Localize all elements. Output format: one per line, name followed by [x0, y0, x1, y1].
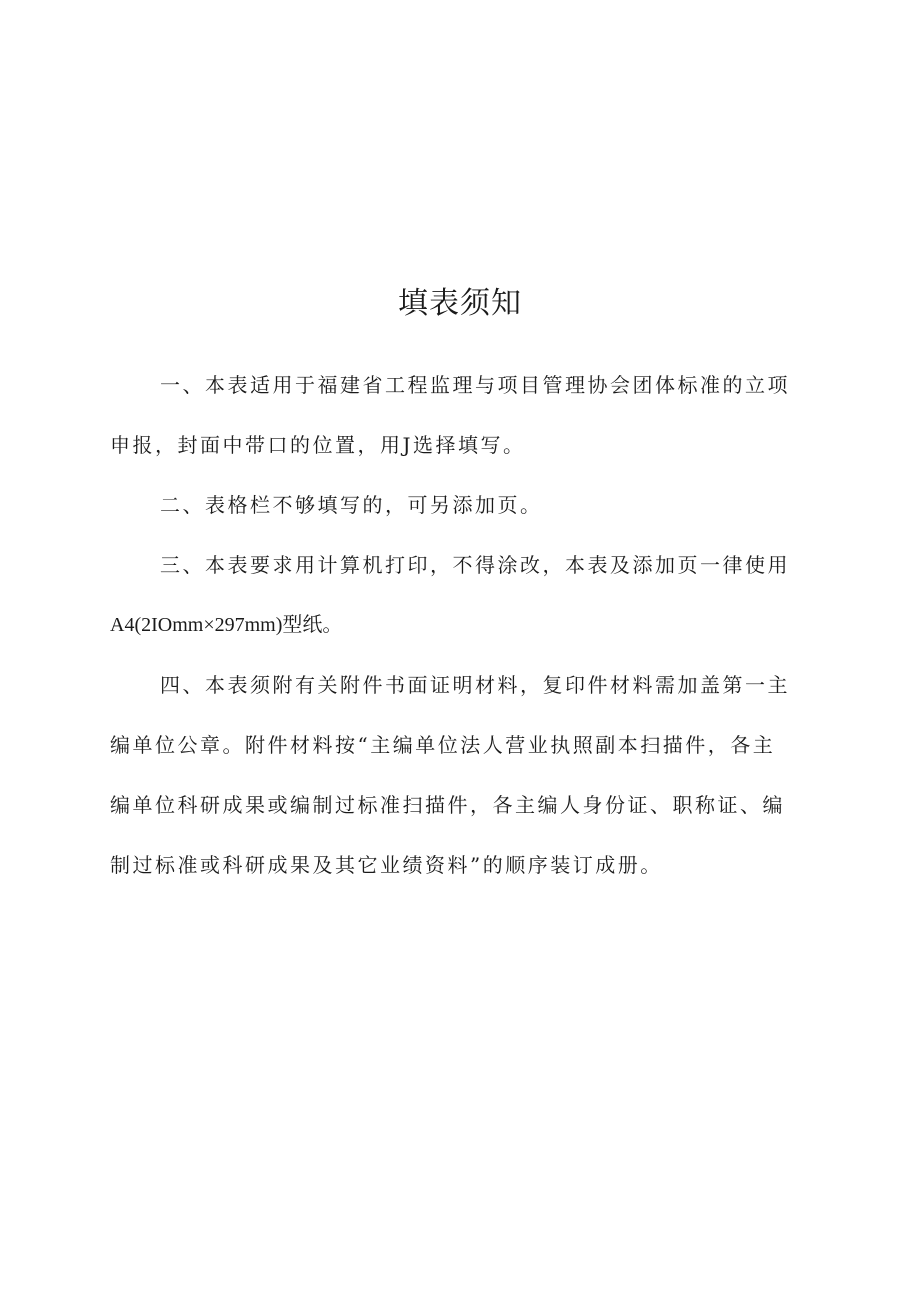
- paragraph-line: 编单位公章。附件材料按“主编单位法人营业执照副本扫描件，各主: [110, 733, 776, 757]
- paragraph-line: 编单位科研成果或编制过标准扫描件，各主编人身份证、职称证、编: [110, 793, 785, 817]
- instruction-paragraph-1: [110, 355, 810, 475]
- instruction-paragraph-3: [110, 535, 810, 655]
- paragraph-line: 一、本表适用于福建省工程监理与项目管理协会团体标准的立项: [160, 373, 790, 397]
- paragraph-line: 制过标准或科研成果及其它业绩资料”的顺序装订成册。: [110, 853, 663, 877]
- instruction-paragraph-4: [110, 655, 810, 895]
- page-title: 填表须知: [398, 286, 522, 321]
- paragraph-line: 二、表格栏不够填写的，可另添加页。: [160, 493, 543, 517]
- paragraph-line: 申报，封面中带口的位置，用J选择填写。: [110, 433, 526, 457]
- paragraph-line: 三、本表要求用计算机打印，不得涂改，本表及添加页一律使用: [160, 553, 790, 577]
- instruction-paragraph-2: [110, 475, 810, 535]
- paragraph-line: 四、本表须附有关附件书面证明材料，复印件材料需加盖第一主: [160, 673, 790, 697]
- paragraph-line: A4(2IOmm×297mm)型纸。: [110, 614, 343, 636]
